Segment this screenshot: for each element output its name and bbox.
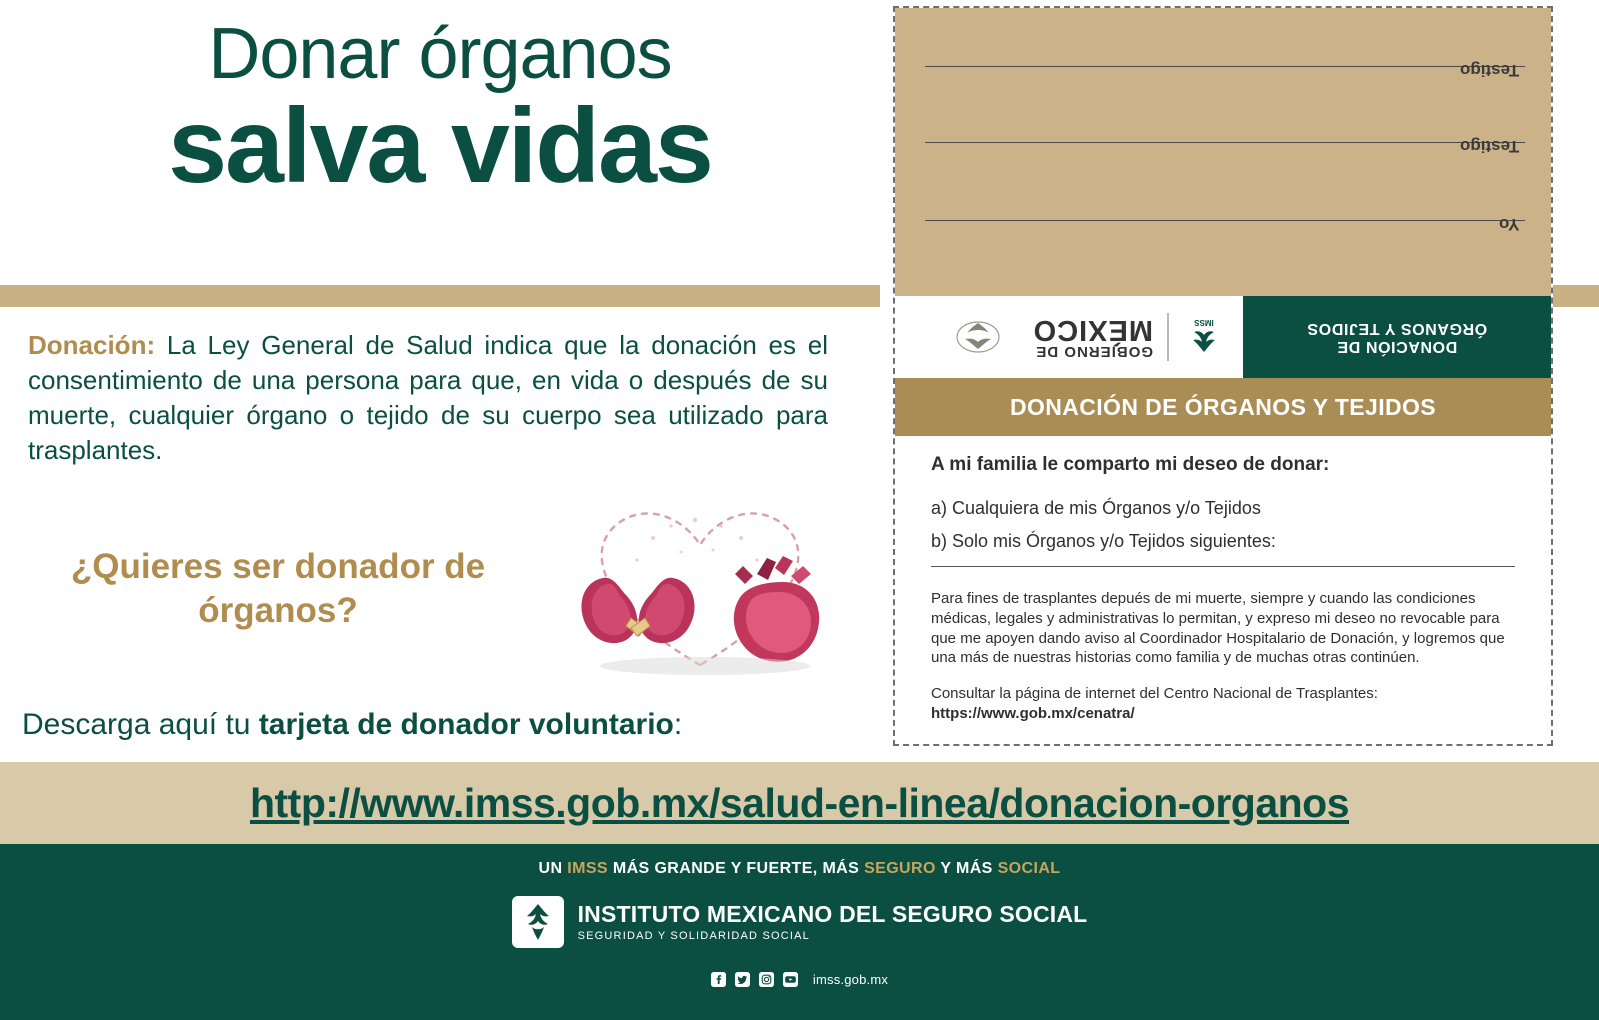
imss-lockup [0,896,1599,948]
headline-line-2: salva vidas [168,87,712,205]
institute-name: INSTITUTO MEXICANO DEL SEGURO SOCIAL [577,900,1088,927]
green-label-line-2: ÓRGANOS Y TEJIDOS [1306,320,1488,337]
youtube-icon[interactable] [783,972,798,987]
card-intro: A mi familia le comparto mi deseo de donar: [931,454,1330,475]
donation-url-link[interactable]: http://www.imss.gob.mx/salud-en-linea/donacion-organos [249,779,1350,826]
instagram-icon[interactable] [759,972,774,987]
gob-line-2: MÉXICO [1032,314,1153,346]
card-header-gob [895,296,1243,378]
signature-line-witness-2 [925,142,1525,143]
footer-slogan [0,860,1599,878]
card-header-green-label [1243,296,1551,378]
svg-text:IMSS: IMSS [1194,318,1214,327]
donor-question: ¿Quieres ser donador de órganos? [70,547,486,630]
self-label: Yo [1498,215,1519,234]
download-bold: tarjeta de donador voluntario [258,708,674,741]
donation-text: La Ley General de Salud indica que la donación es el consentimiento de una persona para que, en vida o después de su muerte, cualquier órgano o tejido de su cuerpo sea utilizado para trasplantes. [28,330,828,466]
card-consult-text: Consultar la página de internet del Centro Nacional de Trasplantes: [931,685,1378,703]
card-consult-url[interactable]: https://www.gob.mx/cenatra/ [931,704,1135,722]
imss-logo-icon-small [1183,316,1225,358]
card-title-bar [895,378,1551,436]
imss-eagle-glyph [521,902,555,942]
signature-line-self [925,220,1525,221]
card-body [895,436,1551,724]
signature-line-witness-1 [925,66,1525,67]
imss-names [578,901,1088,943]
download-prefix: Descarga aquí tu [22,708,259,741]
card-fine-print: Para fines de trasplantes depués de mi muerte, siempre y cuando las condiciones médicas, legales y administrativas lo permitan, y expreso mi deseo no revocable para que me apoyen dando aviso al Coordinador Hospitalario de Donación, y logremos que una más de nuestras historias como familia y de muchas otras continúen. [931,590,1505,667]
card-header-bar [895,296,1551,378]
donation-label: Donación: [28,330,156,360]
card-option-b[interactable]: b) Solo mis Órganos y/o Tejidos siguientes: [931,531,1276,551]
card-consult-block [931,684,1515,724]
headline-line-1: Donar órganos [208,14,672,94]
slogan-seguro: SEGURO [864,860,936,877]
social-row [0,972,1599,987]
card-write-in-line[interactable] [931,566,1515,567]
headline [0,14,880,205]
witness-1-label: Testigo [1459,61,1519,80]
green-label-line-1: DONACIÓN DE [1336,338,1458,355]
card-title: DONACIÓN DE ÓRGANOS Y TEJIDOS [1009,393,1437,420]
gob-mexico-wordmark [1033,315,1153,359]
witness-2-label: Testigo [1459,137,1519,156]
slogan-imss: IMSS [567,860,608,877]
footer [0,844,1599,1020]
facebook-icon[interactable] [711,972,726,987]
slogan-part-2: MÁS GRANDE Y FUERTE, MÁS [608,860,865,877]
slogan-social: SOCIAL [997,860,1061,877]
header-separator [1167,313,1169,361]
imss-logo-icon [512,896,564,948]
download-line [22,705,852,744]
url-band [0,762,1599,844]
donor-card [893,6,1553,746]
institute-subtitle: SEGURIDAD Y SOLIDARIDAD SOCIAL [577,930,811,943]
organs-svg [545,490,855,680]
card-back-side [895,8,1551,296]
slogan-part-3: Y MÁS [935,860,998,877]
social-site-url[interactable]: imss.gob.mx [812,972,889,987]
donation-paragraph [28,328,828,468]
organs-illustration [545,490,855,680]
download-suffix: : [673,708,683,741]
gob-line-1: GOBIERNO DE [1035,343,1153,360]
slogan-part-1: UN [538,860,568,877]
mexico-seal-icon [945,315,1011,359]
twitter-icon[interactable] [735,972,750,987]
card-option-a[interactable]: a) Cualquiera de mis Órganos y/o Tejidos [931,498,1261,518]
imss-logo-small-glyph [1183,316,1225,358]
